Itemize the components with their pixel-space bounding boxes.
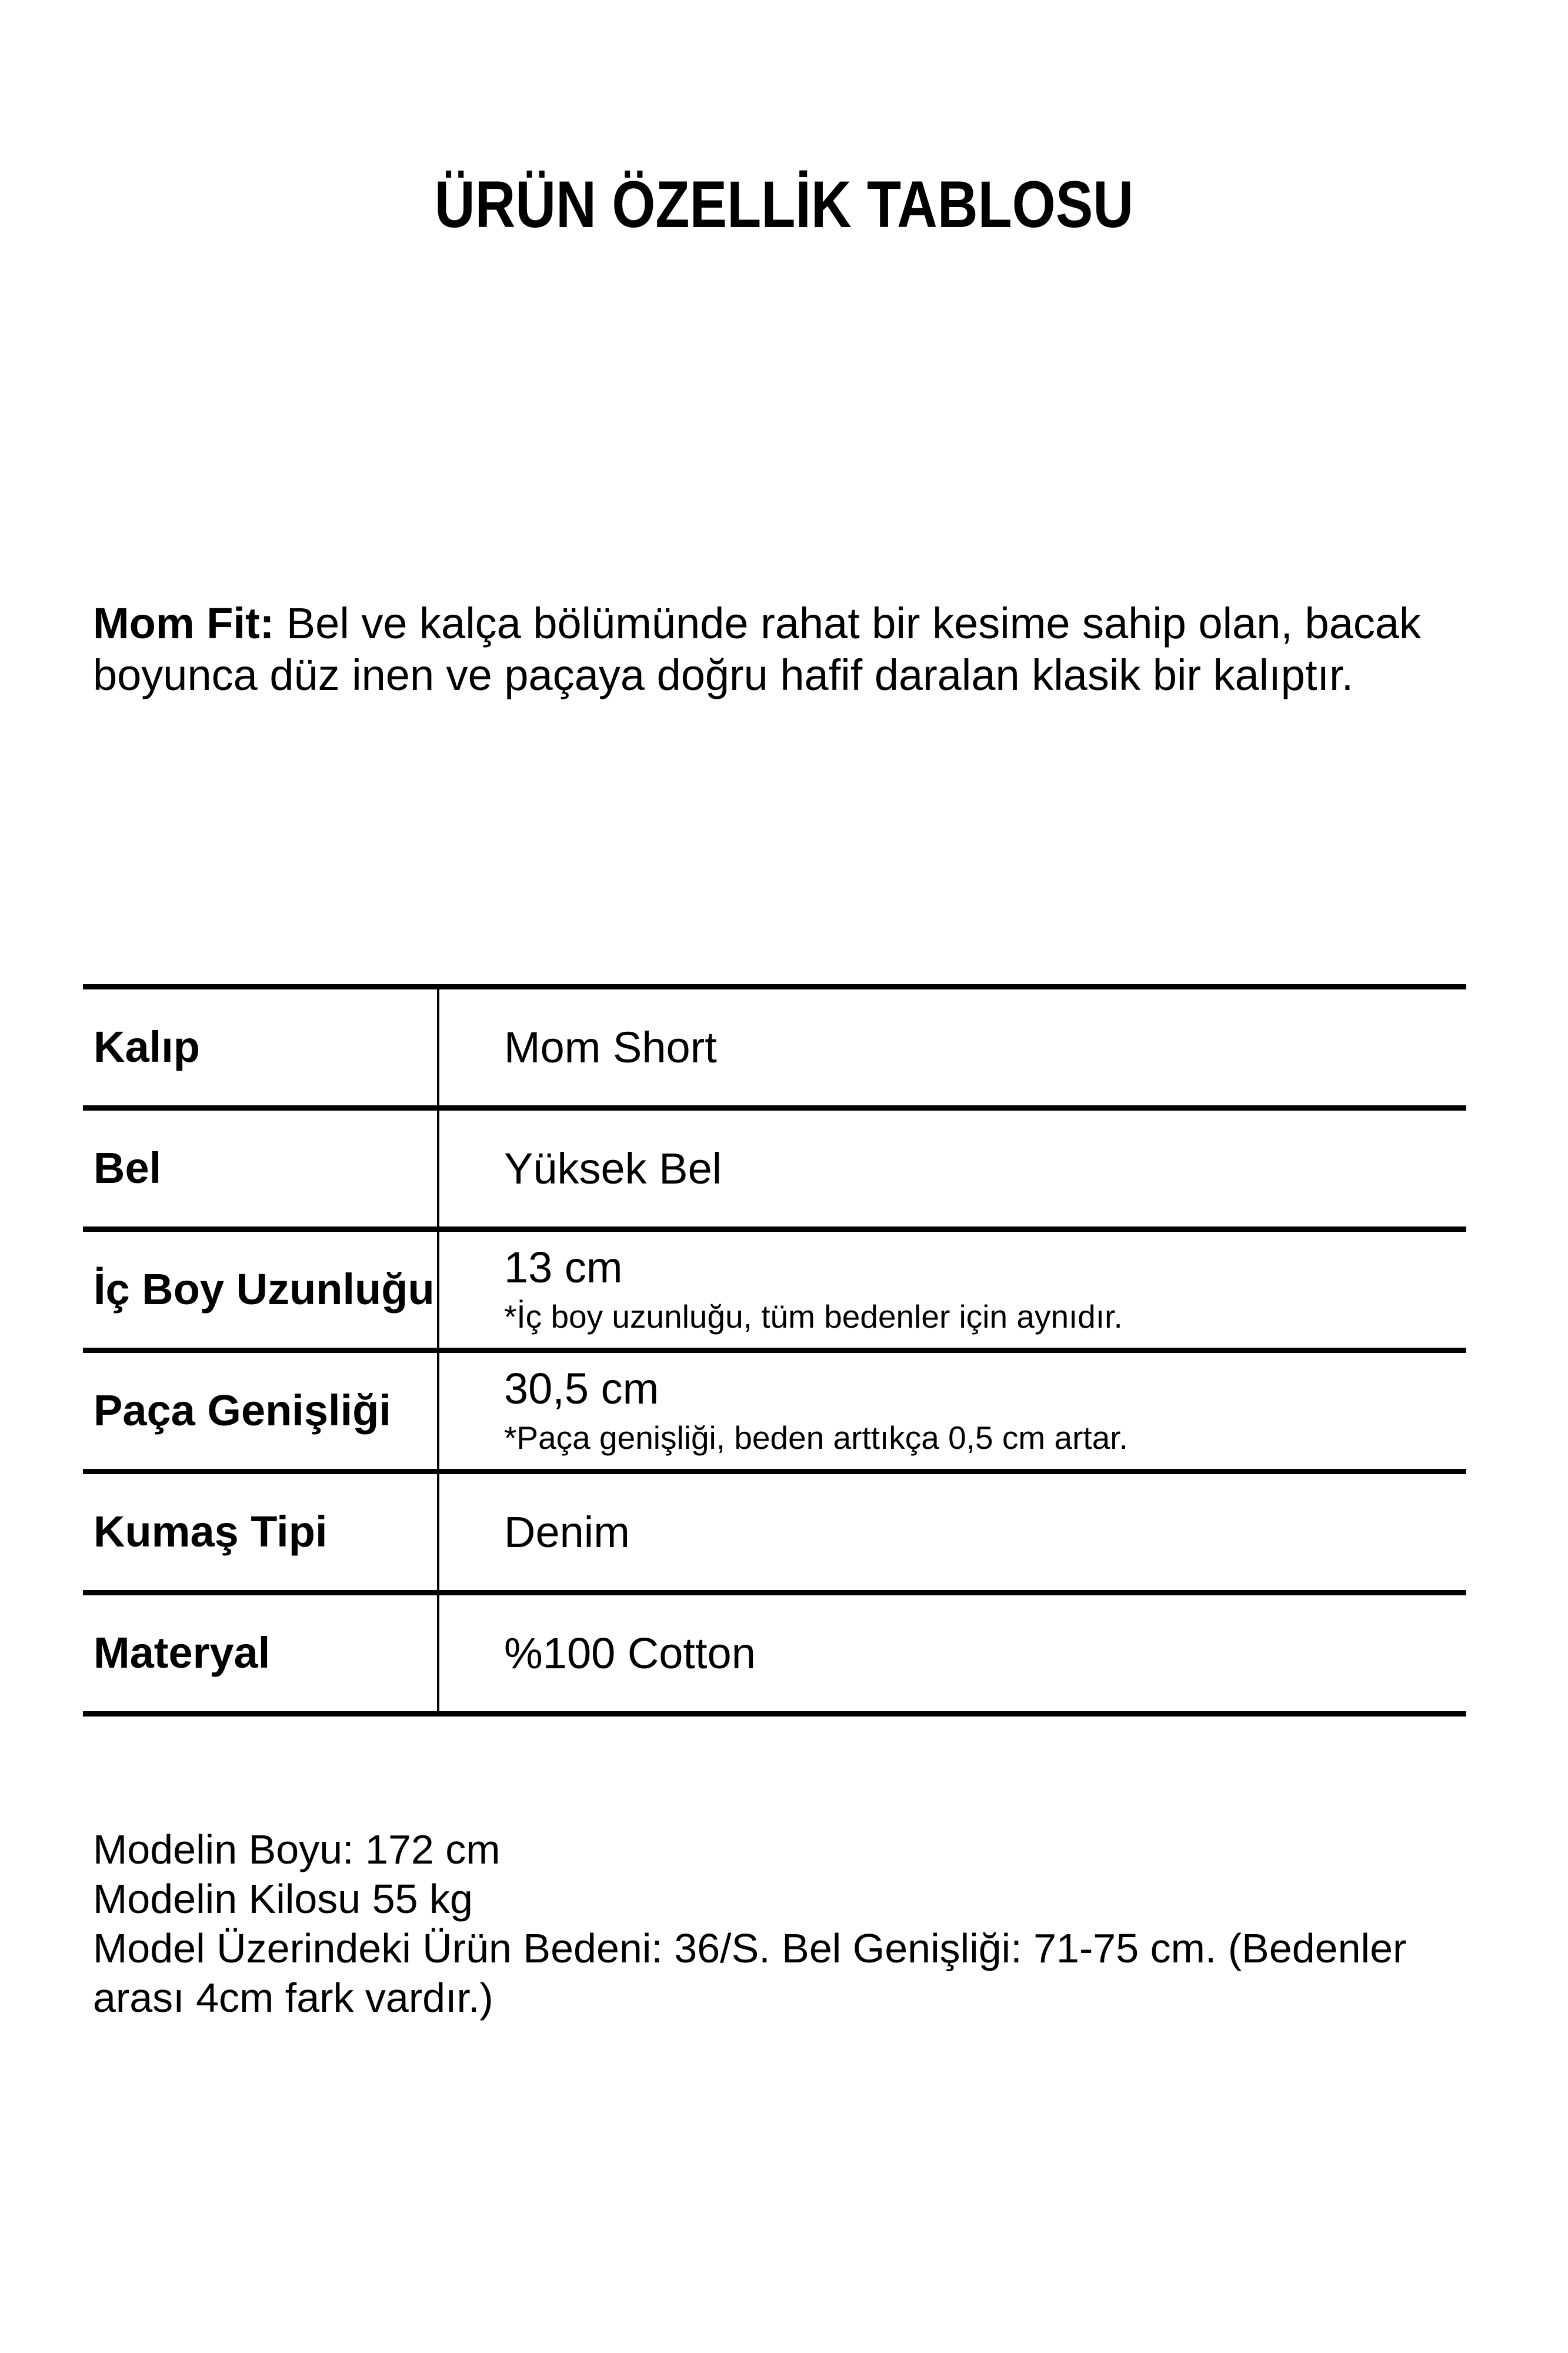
spec-label: Paça Genişliği (83, 1353, 439, 1469)
model-info-line: Modelin Kilosu 55 kg (93, 1876, 473, 1922)
spec-note: *Paça genişliği, beden arttıkça 0,5 cm artar. (504, 1419, 1128, 1457)
model-info-line: arası 4cm fark vardır.) (93, 1975, 493, 2021)
spec-value-cell (439, 1474, 1466, 1590)
spec-row-kalip (83, 989, 1466, 1111)
model-info-line: Model Üzerindeki Ürün Bedeni: 36/S. Bel Genişliği: 71-75 cm. (Bedenler (93, 1925, 1407, 1971)
spec-label: Kumaş Tipi (83, 1474, 439, 1590)
spec-row-materyal (83, 1595, 1466, 1717)
spec-table (83, 984, 1466, 1717)
model-info-line: Modelin Boyu: 172 cm (93, 1827, 501, 1872)
spec-label: Materyal (83, 1595, 439, 1711)
model-info (93, 1825, 1406, 2022)
spec-label: Kalıp (83, 989, 439, 1105)
spec-value: 30,5 cm (504, 1364, 659, 1413)
spec-value-cell (439, 1111, 1466, 1227)
spec-row-kumas-tipi (83, 1474, 1466, 1595)
description-lead: Mom Fit: (93, 599, 275, 648)
spec-value: Denim (504, 1507, 630, 1557)
spec-row-paca-genisligi (83, 1353, 1466, 1474)
spec-value: Mom Short (504, 1022, 717, 1072)
spec-value: 13 cm (504, 1242, 623, 1292)
spec-value-cell (439, 1595, 1466, 1711)
spec-row-ic-boy-uzunlugu (83, 1232, 1466, 1353)
spec-value: %100 Cotton (504, 1628, 756, 1678)
spec-value-cell (439, 1353, 1466, 1469)
spec-value: Yüksek Bel (504, 1144, 722, 1193)
product-description (93, 598, 1422, 701)
spec-label: Bel (83, 1111, 439, 1227)
spec-note: *İç boy uzunluğu, tüm bedenler için aynıdır. (504, 1298, 1123, 1335)
description-text: Bel ve kalça bölümünde rahat bir kesime sahip olan, bacak boyunca düz inen ve paçaya doğru hafif daralan klasik bir kalıptır. (93, 599, 1422, 699)
spec-value-cell (439, 989, 1466, 1105)
page-title: ÜRÜN ÖZELLİK TABLOSU (434, 168, 1134, 241)
spec-value-cell (439, 1232, 1466, 1348)
spec-label: İç Boy Uzunluğu (83, 1232, 439, 1348)
spec-row-bel (83, 1111, 1466, 1232)
